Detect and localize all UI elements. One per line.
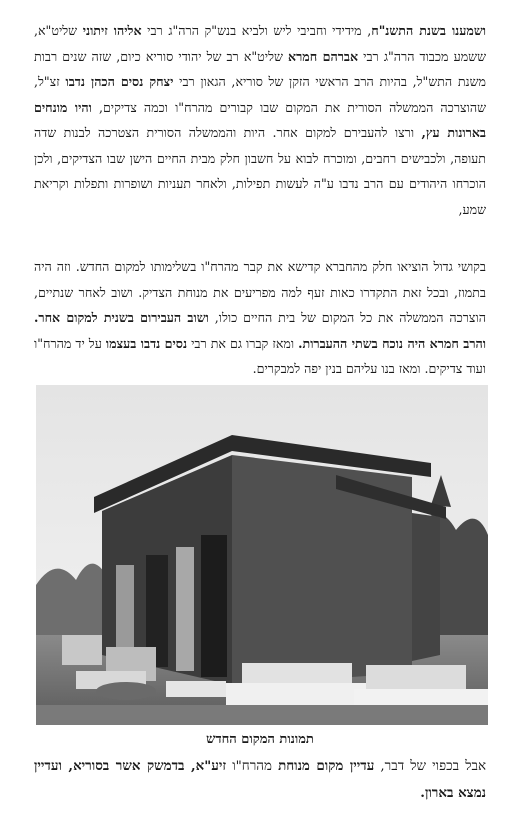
text-run: יצחק נסים הכהן נדבו [65,74,174,89]
text-run: על יד מהרח"ו ועוד צדיקים. ומאז בנו עליהם בנין יפה למבקרים. [34,335,486,376]
text-run: עדיין מקום מנוחת [278,758,375,774]
paragraph-3 [34,753,486,807]
text-run: ושוב העבירום בשנית למקום אחר. והרב חמרא היה נוכח בשתי ההעברות. [34,310,486,351]
text-run: ומאז קברו גם את רבי [187,335,299,351]
text-run: בקושי גדול הוציאו חלק מהחברא קדישא את קבר מהרח"ו בשלימותו למקום החדש. וזה היה בתמוז, ובכל זאת התקדרו כאות זעף למה מפריעים את מנוחת הצדיק. ושוב לאחר שנתיים, הוצרכה הממשלה את כל המקום של בית החיים כולו, [34,259,486,325]
tomb-building-photo [36,385,488,725]
text-run: התשנ"ח [371,23,414,38]
paragraph-1 [34,18,486,222]
text-run: , מידידי וחביבי ליש ולביא בנש"ק הרה"ג רבי [141,23,372,38]
text-run: אבל בכפוי של דבר, [374,759,486,774]
text-run: ושמענו בשנת [413,23,486,38]
text-run: שליט"א, ששמע מכבוד הרה"ג רבי [34,23,486,64]
text-run: שליט"א רב של יהודי סוריא כיום, שזה שנים רבות משנת התש"ל, בהיות הרב הראשי הזקן של סוריא, הגאון רבי [34,48,487,89]
photo-caption: תמונות המקום החדש [206,732,314,747]
text-run: ורצו להעבירם למקום אחר. היות והממשלה הסורית הצטרכה לבנות שדה תעופה, ולכבישים רחבים, ומוכרח לבוא על חשבון חלק מבית החיים הישן שבו הצדיקים, ולכן הוכרחו היהודים עם הרב נדבו ע"ה לעשות תפילות, ולאחר תעניות ושופרות ותפלות וקריאת שמע, [34,125,486,217]
text-run: נסים נדבו בעצמו [105,335,188,351]
text-run: והיו מונחים בארונות עץ, [34,99,486,140]
text-run: מהרח"ו [226,759,279,774]
text-run: אליהו זיתוני [82,23,142,38]
text-run: זיע"א, בדמשק אשר בסוריא, ועדיין נמצא בארון. [34,758,486,801]
text-run: אברהם חמרא [287,48,359,64]
paragraph-2 [34,254,486,382]
text-run: זצ"ל, שהוצרכה הממשלה הסורית את המקום שבו קבורים מהרח"ו וכמה צדיקים, [34,74,486,115]
